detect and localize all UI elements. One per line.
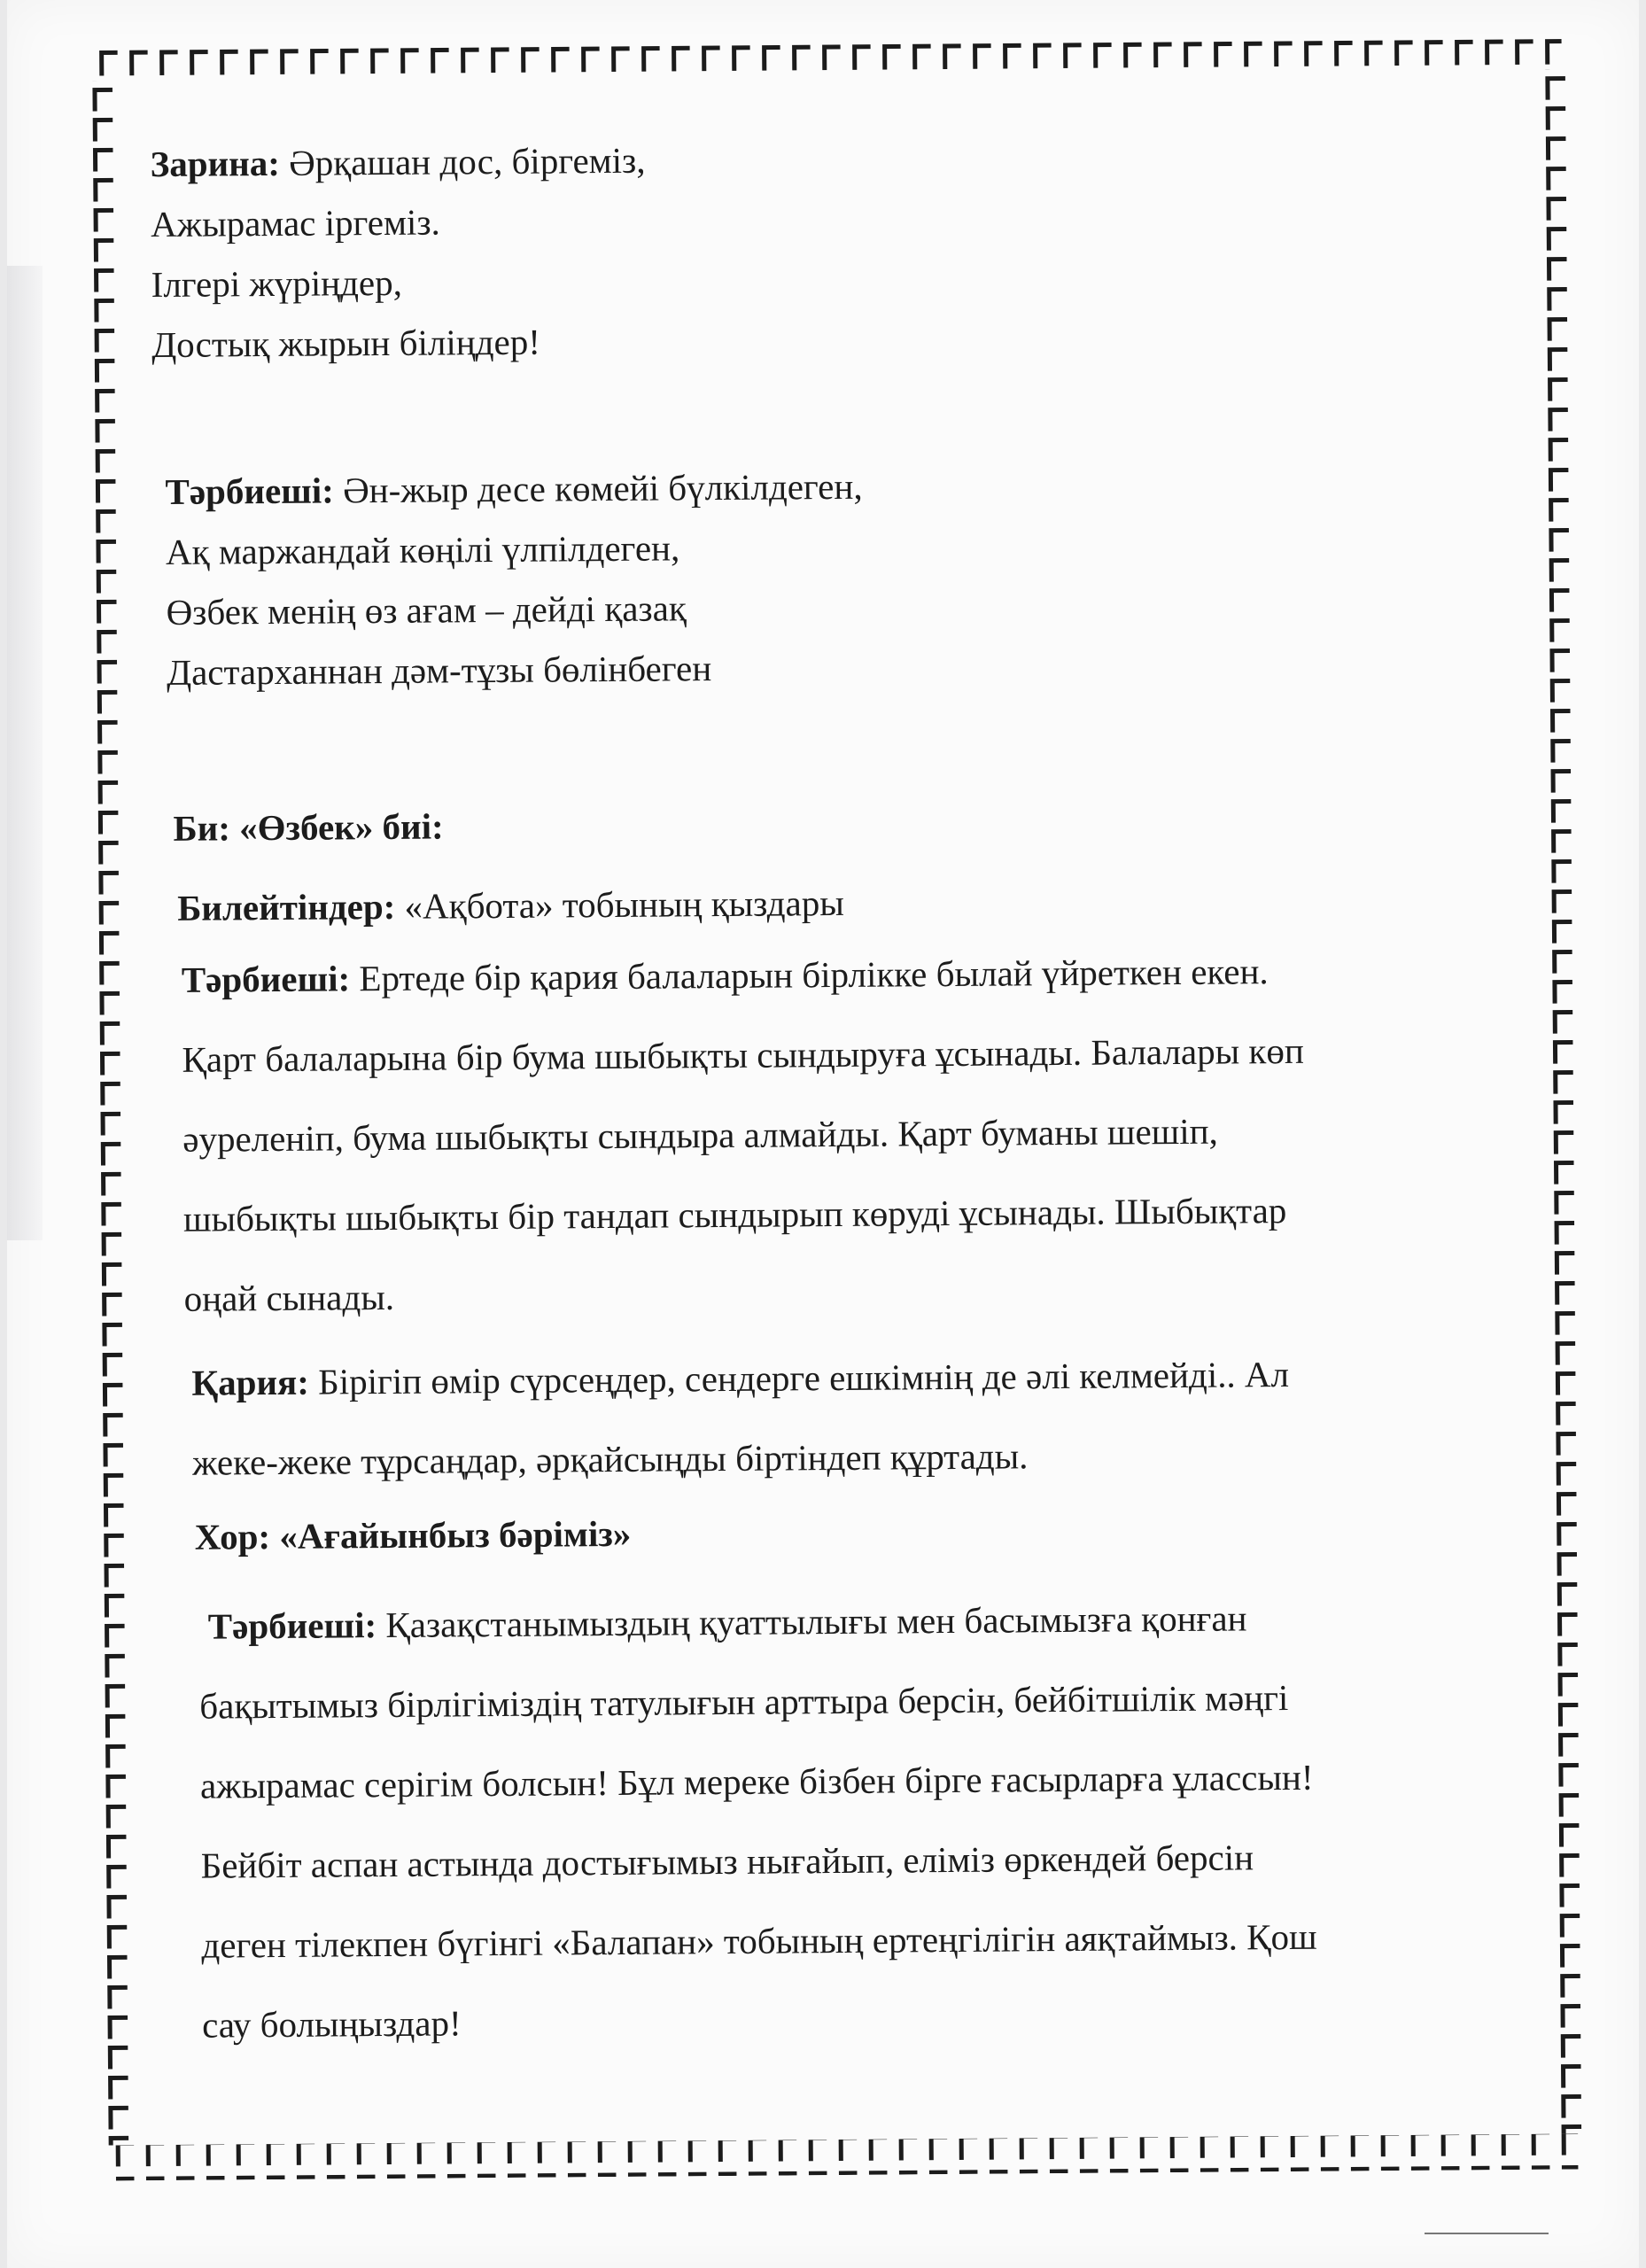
verse-line: Ақ маржандай көңілі үлпілдеген,: [165, 527, 680, 572]
prose-line: шыбықты шыбықты бір тандап сындырып көруді ұсынады. Шыбықтар: [182, 1190, 1287, 1239]
prose-line: [191, 1334, 1289, 1423]
verse-line: Ілгері жүріңдер,: [151, 261, 403, 306]
page-frame: [89, 34, 1588, 2180]
zarina-verse: [150, 130, 647, 375]
prose-line: оңай сынады.: [183, 1276, 395, 1319]
speaker-tarbieshi: Тәрбиеші:: [207, 1604, 377, 1647]
tarbieshi-closing: [198, 1578, 1317, 2065]
verse-line: Достық жырын біліңдер!: [151, 321, 541, 366]
speaker-zarina: Зарина:: [150, 142, 281, 185]
prose-line: сау болыңыздар!: [201, 2002, 462, 2046]
speaker-dancers: Билейтіндер:: [177, 885, 396, 928]
speaker-choir: Хор: «Ағайынбыз бәріміз»: [194, 1512, 632, 1557]
verse-line-text: Әрқашан дос, біргеміз,: [289, 139, 646, 183]
verse-line: [165, 456, 863, 522]
prose-line: деген тілекпен бүгінгі «Балапан» тобының ертеңгілігін аяқтаймыз. Қош: [201, 1915, 1317, 1966]
speaker-tarbieshi: Тәрбиеші:: [181, 958, 351, 1000]
prose-line: бақытымыз бірлігіміздің татулығын арттыра берсін, бейбітшілік мәңгі: [199, 1677, 1289, 1727]
page-content: [143, 88, 1541, 2109]
paper-sheet: [7, 0, 1639, 2268]
scan-mark: [1425, 2233, 1549, 2234]
prose-line: Бейбіт аспан астында достығымыз нығайып, еліміз өркендей берсін: [200, 1837, 1254, 1886]
verse-line: [150, 130, 645, 194]
kariya-speech: [191, 1334, 1290, 1503]
sheet-fold-shadow: [7, 266, 43, 1240]
tarbieshi-verse: [165, 456, 864, 703]
dancers-text: «Ақбота» тобының қыздары: [404, 882, 844, 927]
dancers-line: [177, 873, 844, 938]
tarbieshi-story: [181, 931, 1306, 1339]
dance-heading: [173, 796, 444, 858]
speaker-kariya: Қария:: [191, 1361, 310, 1403]
prose-line-text: Қазақстанымыздың қуаттылығы мен басымызға қонған: [385, 1597, 1247, 1646]
prose-line: Қарт балаларына бір бума шыбықты сындыруға ұсынады. Балалары көп: [182, 1029, 1304, 1080]
prose-line-text: Ертеде бір қария балаларын бірлікке былай үйреткен екен.: [359, 951, 1269, 999]
prose-line: [198, 1578, 1315, 1666]
verse-line: Өзбек менің өз ағам – дейді қазақ: [166, 587, 687, 633]
speaker-dance: Би: «Өзбек» биі:: [173, 805, 444, 849]
speaker-tarbieshi: Тәрбиеші:: [165, 470, 335, 512]
prose-line: [181, 931, 1303, 1020]
verse-line: Ажырамас іргеміз.: [150, 201, 440, 245]
prose-line: жеке-жеке тұрсаңдар, әрқайсыңды біртіндеп құртады.: [191, 1435, 1029, 1483]
choir-heading: [195, 1503, 632, 1567]
prose-line: ажырамас серігім болсын! Бұл мереке бізбен бірге ғасырларға ұлассын!: [199, 1756, 1314, 1806]
verse-line-text: Ән-жыр десе көмейі бүлкілдеген,: [342, 465, 863, 511]
prose-line-text: Бірігіп өмір сүрсеңдер, сендерге ешкімнің де әлі келмейді.. Ал: [317, 1354, 1290, 1402]
prose-line: әуреленіп, бума шыбықты сындыра алмайды. Қарт буманы шешіп,: [182, 1110, 1218, 1160]
verse-line: Дастарханнан дәм-тұзы бөлінбеген: [166, 648, 712, 693]
